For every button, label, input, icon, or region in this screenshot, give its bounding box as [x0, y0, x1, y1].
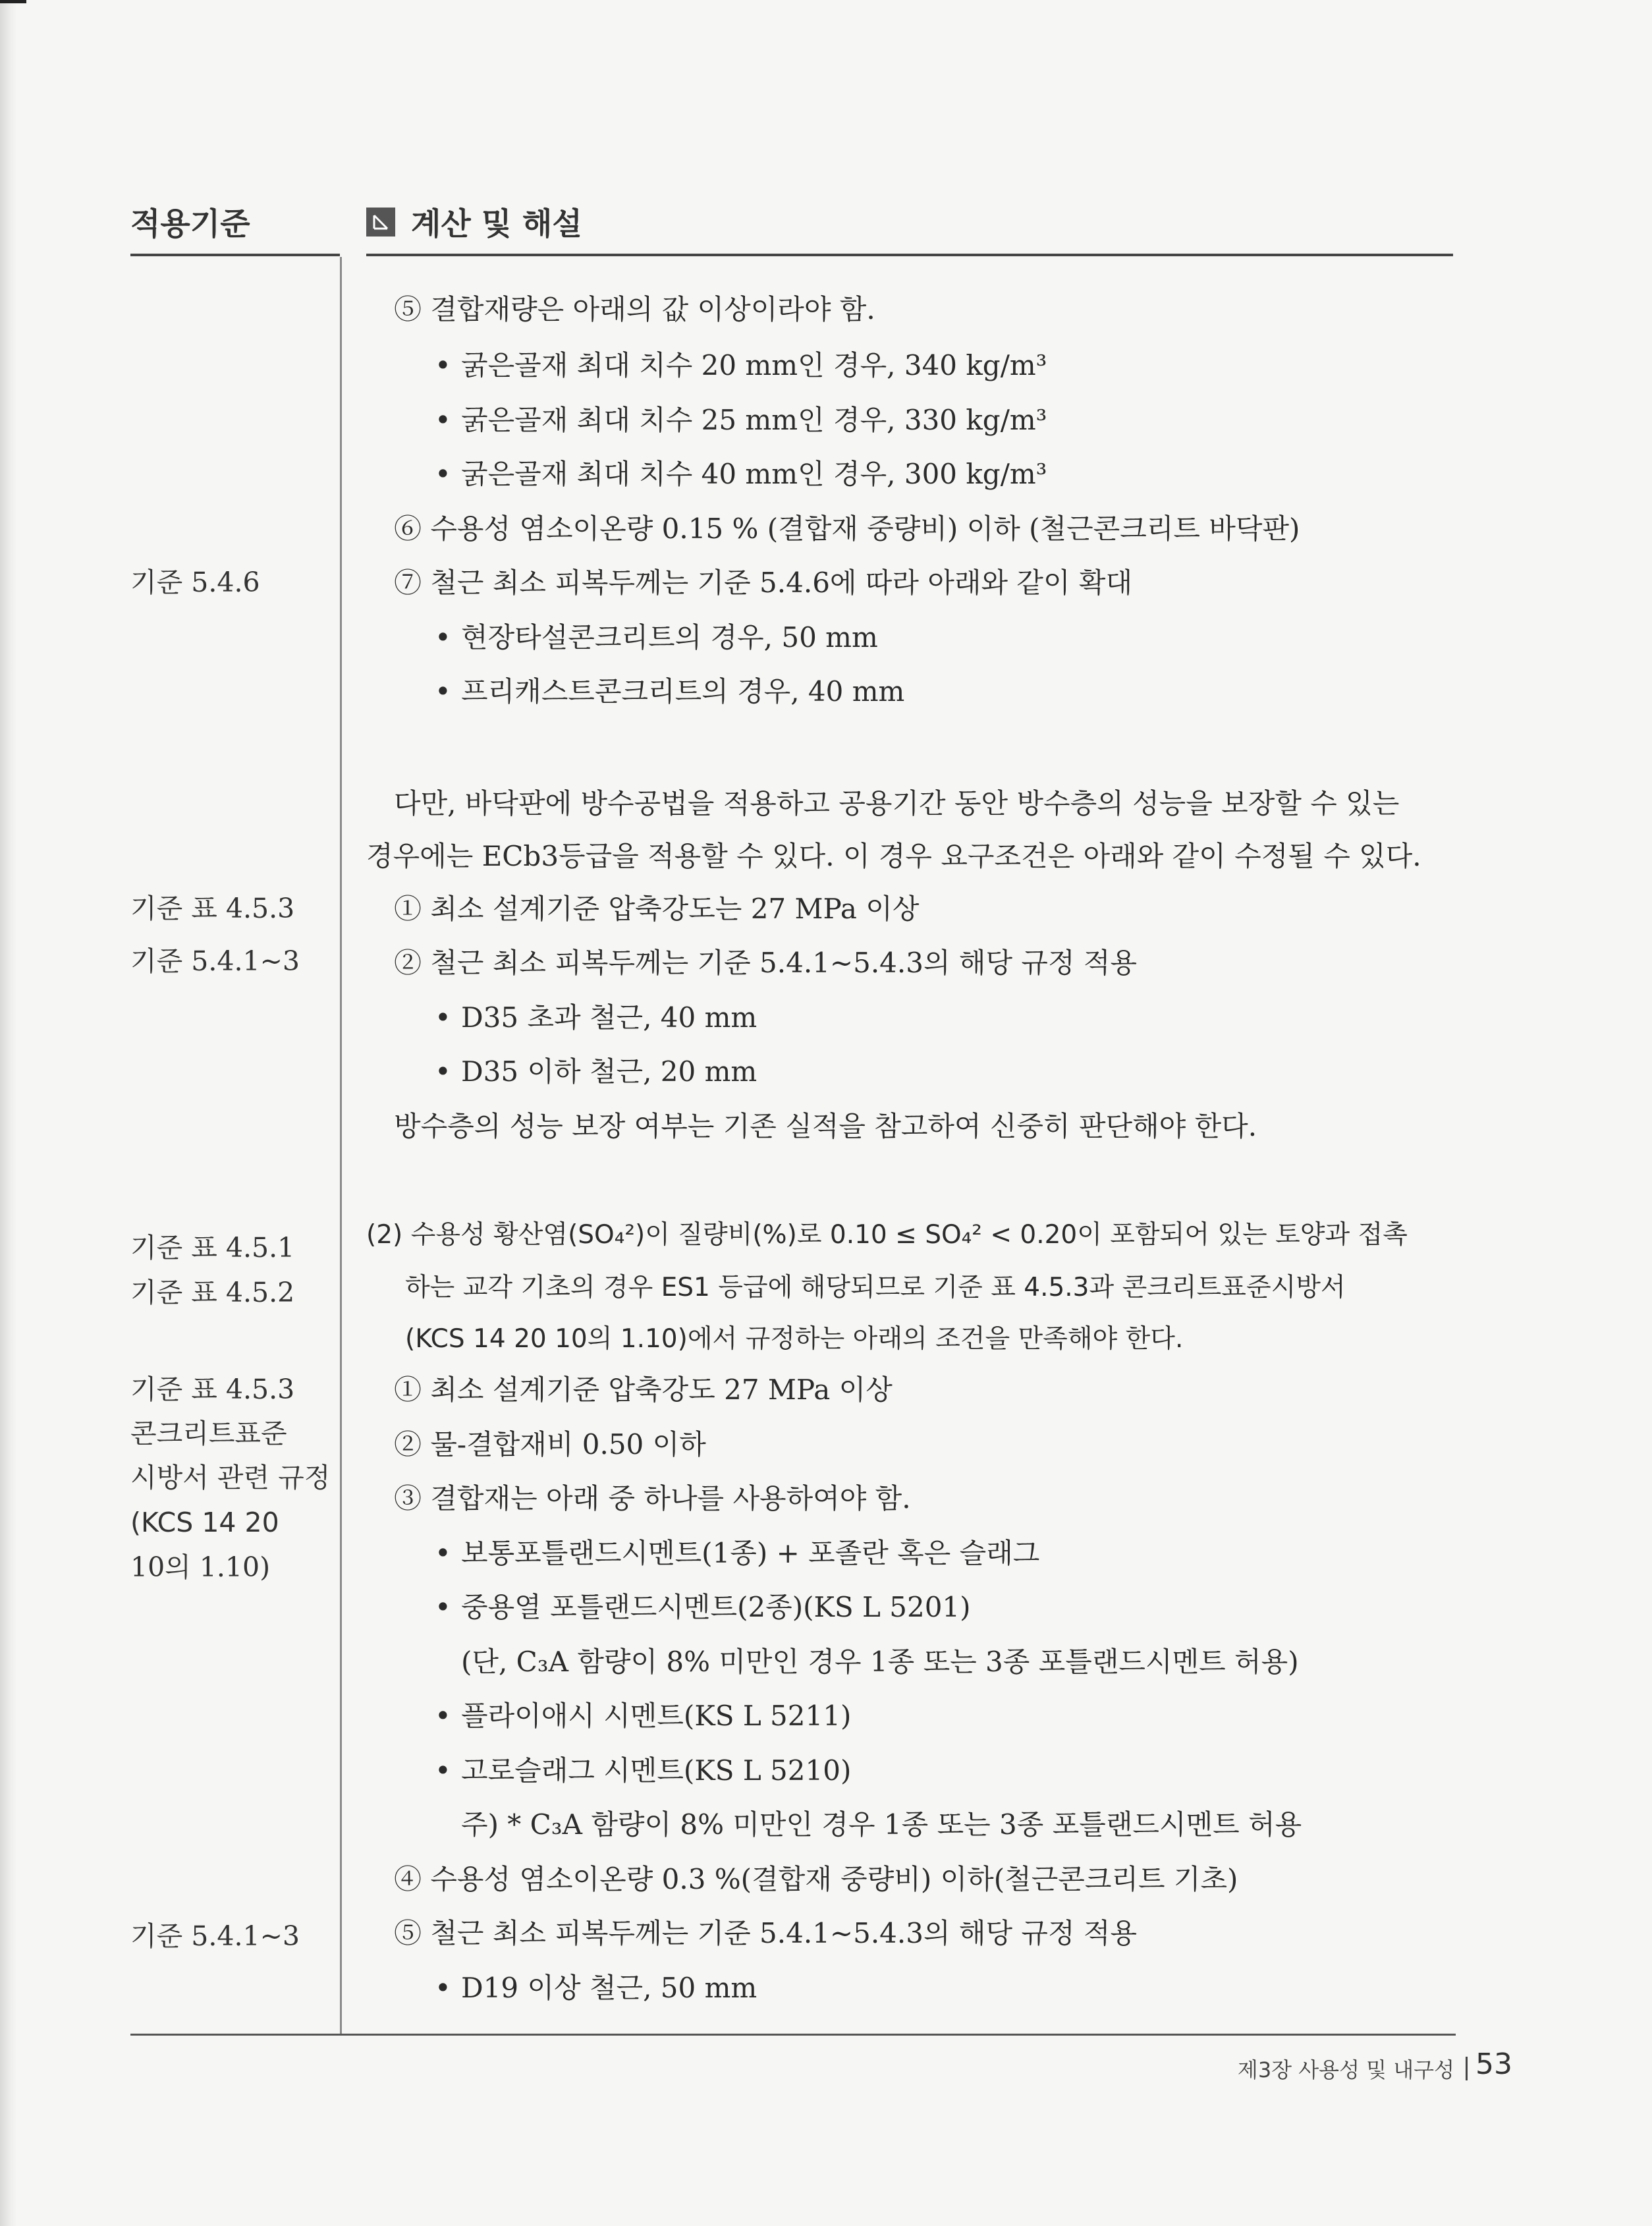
reference-label: 기준 표 4.5.2 [130, 1277, 295, 1308]
content-line: ② 철근 최소 피복두께는 기준 5.4.1~5.4.3의 해당 규정 적용 [394, 947, 1138, 979]
bullet-item: • 프리캐스트콘크리트의 경우, 40 mm [435, 672, 904, 711]
bullet-item: • 굵은골재 최대 치수 25 mm인 경우, 330 kg/m³ [435, 401, 1047, 440]
bullet-item: • 플라이애시 시멘트(KS L 5211) [435, 1696, 851, 1736]
scan-edge-shadow [0, 0, 17, 2226]
content-paragraph: 다만, 바닥판에 방수공법을 적용하고 공용기간 동안 방수층의 성능을 보장할 수 있는 [394, 787, 1400, 820]
reference-label: 기준 표 4.5.1 [130, 1232, 295, 1264]
note-icon [366, 208, 395, 237]
bullet-item: • D19 이상 철근, 50 mm [435, 1968, 757, 2008]
bullet-item: • D35 이하 철근, 20 mm [435, 1052, 757, 1092]
content-paragraph: (KCS 14 20 10의 1.10)에서 규정하는 아래의 조건을 만족해야 한다. [405, 1324, 1184, 1354]
bullet-item: • 현장타설콘크리트의 경우, 50 mm [435, 618, 878, 657]
content-note: (단, C₃A 함량이 8% 미만인 경우 1종 또는 3종 포틀랜드시멘트 허용) [461, 1646, 1299, 1678]
header-rule-left [130, 254, 340, 256]
bullet-item: • D35 초과 철근, 40 mm [435, 998, 757, 1038]
reference-label: 10의 1.10) [130, 1551, 271, 1583]
footer-chapter: 제3장 사용성 및 내구성 [1237, 2057, 1454, 2082]
bullet-item: • 굵은골재 최대 치수 40 mm인 경우, 300 kg/m³ [435, 455, 1047, 494]
content-line: 방수층의 성능 보장 여부는 기존 실적을 참고하여 신중히 판단해야 한다. [394, 1110, 1257, 1142]
content-line: ⑦ 철근 최소 피복두께는 기준 5.4.6에 따라 아래와 같이 확대 [394, 567, 1133, 599]
reference-label: 기준 5.4.1~3 [130, 1920, 300, 1952]
content-paragraph: 경우에는 ECb3등급을 적용할 수 있다. 이 경우 요구조건은 아래와 같이 수정될 수 있다. [366, 840, 1421, 872]
footer-separator [1466, 2057, 1468, 2080]
reference-label: 기준 5.4.6 [130, 567, 260, 598]
reference-label: 기준 표 4.5.3 [130, 893, 295, 924]
column-header-explanation-label: 계산 및 해설 [411, 206, 582, 242]
content-paragraph: 하는 교각 기초의 경우 ES1 등급에 해당되므로 기준 표 4.5.3과 콘크리트표준시방서 [405, 1273, 1346, 1302]
content-line: ⑥ 수용성 염소이온량 0.15 % (결합재 중량비) 이하 (철근콘크리트 바닥판) [394, 513, 1300, 545]
column-header-explanation [366, 200, 582, 244]
bullet-item: • 보통포틀랜드시멘트(1종) + 포졸란 혹은 슬래그 [435, 1534, 1039, 1573]
content-line: ⑤ 철근 최소 피복두께는 기준 5.4.1~5.4.3의 해당 규정 적용 [394, 1917, 1138, 1949]
content-paragraph: (2) 수용성 황산염(SO₄²)이 질량비(%)로 0.10 ≤ SO₄² < 0.20이 포함되어 있는 토양과 접촉 [366, 1220, 1408, 1250]
column-divider [340, 257, 342, 2034]
content-line: ① 최소 설계기준 압축강도는 27 MPa 이상 [394, 893, 920, 925]
content-line: ④ 수용성 염소이온량 0.3 %(결합재 중량비) 이하(철근콘크리트 기초) [394, 1863, 1238, 1895]
reference-label: 콘크리트표준 [130, 1418, 287, 1449]
reference-label: 시방서 관련 규정 [130, 1462, 331, 1493]
bullet-item: • 고로슬래그 시멘트(KS L 5210) [435, 1751, 851, 1791]
content-line: ② 물-결합재비 0.50 이하 [394, 1428, 706, 1461]
page-number: 53 [1475, 2047, 1512, 2081]
reference-label: 기준 표 4.5.3 [130, 1374, 295, 1405]
column-header-standards: 적용기준 [130, 206, 250, 242]
reference-label: (KCS 14 20 [130, 1507, 279, 1538]
content-line: ⑤ 결합재량은 아래의 값 이상이라야 함. [394, 293, 875, 325]
corner-mark [0, 0, 26, 3]
bullet-item: • 중용열 포틀랜드시멘트(2종)(KS L 5201) [435, 1588, 971, 1627]
content-note: 주) * C₃A 함량이 8% 미만인 경우 1종 또는 3종 포틀랜드시멘트 허용 [461, 1808, 1302, 1841]
content-line: ① 최소 설계기준 압축강도 27 MPa 이상 [394, 1374, 893, 1406]
footer-rule [130, 2034, 1456, 2036]
header-rule-right [366, 254, 1453, 256]
content-line: ③ 결합재는 아래 중 하나를 사용하여야 함. [394, 1482, 911, 1515]
bullet-item: • 굵은골재 최대 치수 20 mm인 경우, 340 kg/m³ [435, 346, 1047, 385]
reference-label: 기준 5.4.1~3 [130, 945, 300, 977]
